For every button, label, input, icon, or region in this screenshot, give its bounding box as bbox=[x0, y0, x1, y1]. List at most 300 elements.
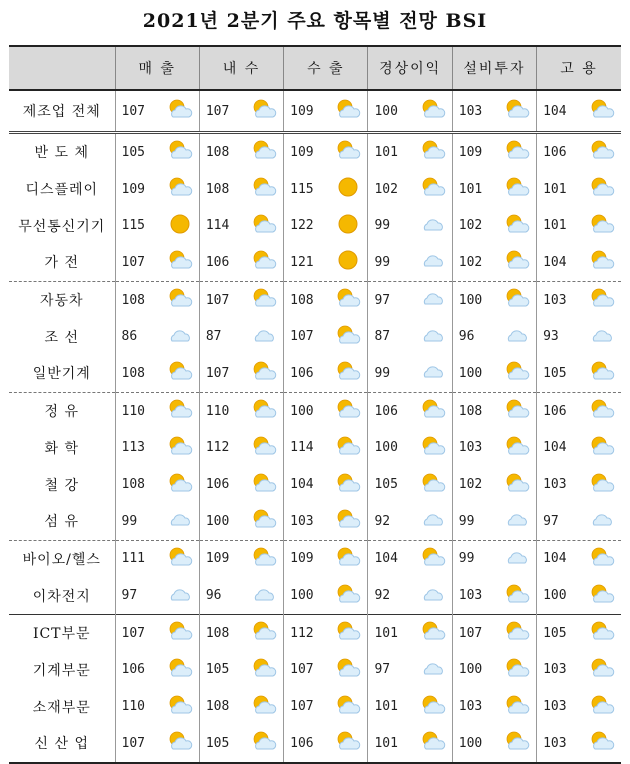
partly-sunny-icon bbox=[504, 398, 530, 424]
partly-sunny-icon bbox=[251, 398, 277, 424]
bsi-value: 109 bbox=[290, 144, 314, 160]
bsi-cell bbox=[452, 244, 536, 281]
bsi-cell bbox=[284, 466, 368, 503]
bsi-cell bbox=[537, 133, 621, 171]
cloudy-icon bbox=[420, 360, 446, 386]
partly-sunny-icon bbox=[251, 98, 277, 124]
bsi-cell bbox=[368, 503, 452, 540]
bsi-value: 100 bbox=[205, 513, 230, 529]
bsi-value: 107 bbox=[121, 254, 146, 270]
bsi-value: 86 bbox=[121, 329, 138, 345]
bsi-value: 115 bbox=[121, 218, 146, 234]
bsi-value: 106 bbox=[374, 403, 398, 419]
bsi-value: 107 bbox=[121, 625, 146, 641]
partly-sunny-icon bbox=[504, 287, 530, 313]
partly-sunny-icon bbox=[420, 730, 446, 756]
table-row bbox=[9, 540, 621, 577]
bsi-value: 115 bbox=[290, 181, 314, 197]
bsi-value: 103 bbox=[543, 477, 567, 493]
header-employment: 고 용 bbox=[537, 46, 621, 90]
partly-sunny-icon bbox=[335, 730, 361, 756]
cloudy-icon bbox=[504, 546, 530, 572]
cloudy-icon bbox=[420, 213, 446, 239]
bsi-cell bbox=[452, 466, 536, 503]
bsi-cell bbox=[537, 688, 621, 725]
bsi-cell bbox=[537, 207, 621, 244]
bsi-cell bbox=[452, 503, 536, 540]
bsi-value: 108 bbox=[205, 144, 230, 160]
partly-sunny-icon bbox=[504, 360, 530, 386]
bsi-value: 105 bbox=[205, 662, 230, 678]
table-row bbox=[9, 207, 621, 244]
partly-sunny-icon bbox=[167, 398, 193, 424]
partly-sunny-icon bbox=[335, 620, 361, 646]
table-row bbox=[9, 503, 621, 540]
row-label: 섬 유 bbox=[44, 514, 80, 531]
partly-sunny-icon bbox=[167, 176, 193, 202]
row-label: ICT부문 bbox=[9, 614, 115, 651]
bsi-cell bbox=[115, 430, 199, 467]
bsi-table bbox=[9, 45, 621, 764]
partly-sunny-icon bbox=[251, 139, 277, 165]
bsi-cell bbox=[537, 577, 621, 614]
bsi-value: 97 bbox=[543, 513, 559, 529]
table-row bbox=[9, 688, 621, 725]
row-label: 제조업 전체 bbox=[22, 104, 101, 120]
bsi-cell bbox=[115, 503, 199, 540]
bsi-value: 96 bbox=[458, 329, 475, 345]
bsi-cell bbox=[115, 133, 199, 171]
partly-sunny-icon bbox=[251, 249, 277, 275]
partly-sunny-icon bbox=[167, 139, 193, 165]
partly-sunny-icon bbox=[251, 472, 277, 498]
bsi-value: 92 bbox=[374, 588, 391, 604]
bsi-value: 103 bbox=[458, 103, 483, 119]
bsi-value: 103 bbox=[543, 662, 567, 678]
bsi-value: 97 bbox=[374, 662, 391, 678]
partly-sunny-icon bbox=[504, 213, 530, 239]
bsi-value: 106 bbox=[121, 662, 146, 678]
bsi-cell bbox=[284, 688, 368, 725]
bsi-value: 107 bbox=[290, 662, 314, 678]
partly-sunny-icon bbox=[420, 546, 446, 572]
bsi-value: 96 bbox=[205, 588, 222, 604]
bsi-value: 108 bbox=[205, 625, 230, 641]
partly-sunny-icon bbox=[589, 546, 615, 572]
row-label: 조 선 bbox=[44, 329, 80, 346]
bsi-value: 106 bbox=[205, 254, 230, 270]
cloudy-icon bbox=[251, 583, 277, 609]
bsi-cell bbox=[452, 355, 536, 392]
partly-sunny-icon bbox=[504, 472, 530, 498]
table-row bbox=[9, 577, 621, 614]
bsi-value: 100 bbox=[458, 292, 483, 308]
row-label: 화 학 bbox=[44, 440, 80, 457]
table-row bbox=[9, 430, 621, 467]
row-label: 신 산 업 bbox=[9, 725, 115, 763]
row-label: 이차전지 bbox=[32, 588, 91, 605]
partly-sunny-icon bbox=[335, 398, 361, 424]
partly-sunny-icon bbox=[335, 583, 361, 609]
bsi-cell bbox=[115, 244, 199, 281]
bsi-cell bbox=[115, 171, 199, 208]
bsi-cell bbox=[368, 725, 452, 763]
cloudy-icon bbox=[420, 657, 446, 683]
bsi-value: 101 bbox=[374, 735, 398, 751]
cloudy-icon bbox=[251, 324, 277, 350]
bsi-value: 103 bbox=[290, 513, 314, 529]
partly-sunny-icon bbox=[251, 508, 277, 534]
bsi-cell bbox=[284, 614, 368, 651]
partly-sunny-icon bbox=[504, 139, 530, 165]
bsi-value: 108 bbox=[121, 365, 146, 381]
bsi-cell bbox=[199, 652, 283, 689]
bsi-cell bbox=[199, 688, 283, 725]
partly-sunny-icon bbox=[167, 360, 193, 386]
bsi-value: 106 bbox=[290, 735, 314, 751]
bsi-cell bbox=[537, 466, 621, 503]
partly-sunny-icon bbox=[420, 694, 446, 720]
sunny-icon bbox=[167, 213, 193, 239]
bsi-cell bbox=[537, 614, 621, 651]
bsi-value: 108 bbox=[121, 292, 146, 308]
partly-sunny-icon bbox=[504, 620, 530, 646]
row-label: 디스플레이 bbox=[25, 182, 99, 199]
row-label: 소재부문 bbox=[32, 699, 91, 716]
row-label: 무선통신기기 bbox=[18, 218, 106, 235]
partly-sunny-icon bbox=[167, 287, 193, 313]
bsi-value: 99 bbox=[374, 365, 391, 381]
bsi-value: 104 bbox=[543, 103, 567, 119]
bsi-cell bbox=[452, 577, 536, 614]
table-body bbox=[9, 90, 621, 763]
bsi-cell bbox=[115, 281, 199, 318]
partly-sunny-icon bbox=[335, 324, 361, 350]
bsi-cell bbox=[199, 207, 283, 244]
table-row bbox=[9, 244, 621, 281]
partly-sunny-icon bbox=[335, 694, 361, 720]
bsi-value: 107 bbox=[205, 292, 230, 308]
partly-sunny-icon bbox=[251, 694, 277, 720]
bsi-cell bbox=[452, 318, 536, 355]
partly-sunny-icon bbox=[589, 98, 615, 124]
bsi-value: 99 bbox=[458, 513, 475, 529]
bsi-value: 108 bbox=[458, 403, 483, 419]
bsi-value: 100 bbox=[543, 588, 567, 604]
bsi-cell bbox=[199, 614, 283, 651]
row-label: 바이오/헬스 bbox=[9, 540, 115, 577]
bsi-cell bbox=[284, 430, 368, 467]
partly-sunny-icon bbox=[420, 620, 446, 646]
bsi-value: 103 bbox=[458, 440, 483, 456]
table-row bbox=[9, 725, 621, 763]
bsi-value: 106 bbox=[543, 403, 567, 419]
bsi-value: 114 bbox=[205, 218, 230, 234]
bsi-value: 100 bbox=[458, 735, 483, 751]
bsi-cell bbox=[115, 688, 199, 725]
bsi-value: 111 bbox=[121, 551, 146, 567]
bsi-value: 102 bbox=[458, 254, 483, 270]
bsi-value: 109 bbox=[458, 144, 483, 160]
partly-sunny-icon bbox=[589, 694, 615, 720]
bsi-cell bbox=[115, 540, 199, 577]
bsi-cell bbox=[115, 614, 199, 651]
partly-sunny-icon bbox=[167, 620, 193, 646]
row-label: 가 전 bbox=[44, 255, 80, 272]
bsi-cell bbox=[368, 614, 452, 651]
bsi-cell bbox=[537, 355, 621, 392]
bsi-value: 106 bbox=[290, 365, 314, 381]
bsi-value: 99 bbox=[458, 551, 475, 567]
partly-sunny-icon bbox=[420, 472, 446, 498]
bsi-cell bbox=[452, 652, 536, 689]
partly-sunny-icon bbox=[420, 139, 446, 165]
header-sales: 매 출 bbox=[115, 46, 199, 90]
cloudy-icon bbox=[504, 324, 530, 350]
bsi-value: 104 bbox=[543, 440, 567, 456]
bsi-value: 122 bbox=[290, 218, 314, 234]
partly-sunny-icon bbox=[589, 249, 615, 275]
partly-sunny-icon bbox=[504, 435, 530, 461]
cloudy-icon bbox=[504, 508, 530, 534]
bsi-value: 101 bbox=[374, 699, 398, 715]
partly-sunny-icon bbox=[167, 98, 193, 124]
bsi-cell bbox=[537, 540, 621, 577]
bsi-value: 105 bbox=[374, 477, 398, 493]
bsi-cell bbox=[368, 577, 452, 614]
row-label: 정 유 bbox=[9, 392, 115, 429]
bsi-value: 97 bbox=[374, 292, 391, 308]
bsi-value: 104 bbox=[374, 551, 398, 567]
bsi-cell bbox=[199, 540, 283, 577]
bsi-cell bbox=[199, 725, 283, 763]
bsi-cell bbox=[284, 355, 368, 392]
header-export: 수 출 bbox=[284, 46, 368, 90]
bsi-value: 97 bbox=[121, 588, 138, 604]
bsi-value: 100 bbox=[458, 365, 483, 381]
bsi-cell bbox=[284, 244, 368, 281]
bsi-cell bbox=[537, 281, 621, 318]
partly-sunny-icon bbox=[167, 657, 193, 683]
bsi-value: 109 bbox=[290, 551, 314, 567]
table-row bbox=[9, 392, 621, 429]
partly-sunny-icon bbox=[167, 435, 193, 461]
bsi-value: 105 bbox=[543, 625, 567, 641]
bsi-value: 108 bbox=[121, 477, 146, 493]
bsi-value: 100 bbox=[374, 103, 398, 119]
partly-sunny-icon bbox=[504, 98, 530, 124]
bsi-cell bbox=[199, 430, 283, 467]
bsi-value: 108 bbox=[205, 699, 230, 715]
partly-sunny-icon bbox=[167, 730, 193, 756]
bsi-cell bbox=[537, 244, 621, 281]
partly-sunny-icon bbox=[589, 435, 615, 461]
row-label: 일반기계 bbox=[32, 366, 91, 383]
bsi-cell bbox=[115, 392, 199, 429]
bsi-cell bbox=[452, 281, 536, 318]
bsi-cell bbox=[199, 355, 283, 392]
partly-sunny-icon bbox=[251, 730, 277, 756]
bsi-value: 99 bbox=[374, 254, 391, 270]
bsi-cell bbox=[199, 466, 283, 503]
header-domestic: 내 수 bbox=[199, 46, 283, 90]
cloudy-icon bbox=[420, 583, 446, 609]
bsi-cell bbox=[115, 355, 199, 392]
partly-sunny-icon bbox=[251, 360, 277, 386]
sunny-icon bbox=[335, 249, 361, 275]
cloudy-icon bbox=[167, 508, 193, 534]
page-title: 2021년 2분기 주요 항목별 전망 BSI bbox=[142, 10, 488, 32]
bsi-value: 87 bbox=[374, 329, 391, 345]
partly-sunny-icon bbox=[504, 657, 530, 683]
bsi-value: 107 bbox=[205, 103, 230, 119]
bsi-value: 104 bbox=[543, 254, 567, 270]
bsi-value: 100 bbox=[458, 662, 483, 678]
partly-sunny-icon bbox=[167, 249, 193, 275]
bsi-value: 106 bbox=[543, 144, 567, 160]
header-corner bbox=[9, 46, 115, 90]
bsi-cell bbox=[452, 90, 536, 133]
bsi-value: 100 bbox=[290, 588, 314, 604]
bsi-cell bbox=[284, 652, 368, 689]
bsi-cell bbox=[537, 392, 621, 429]
cloudy-icon bbox=[589, 508, 615, 534]
bsi-cell bbox=[368, 244, 452, 281]
bsi-value: 101 bbox=[543, 181, 567, 197]
bsi-value: 109 bbox=[290, 103, 314, 119]
partly-sunny-icon bbox=[167, 546, 193, 572]
bsi-value: 112 bbox=[205, 440, 230, 456]
partly-sunny-icon bbox=[167, 694, 193, 720]
bsi-value: 104 bbox=[290, 477, 314, 493]
bsi-value: 101 bbox=[458, 181, 483, 197]
partly-sunny-icon bbox=[251, 435, 277, 461]
bsi-cell bbox=[537, 725, 621, 763]
partly-sunny-icon bbox=[504, 249, 530, 275]
bsi-cell bbox=[115, 318, 199, 355]
bsi-value: 103 bbox=[543, 292, 567, 308]
table-row bbox=[9, 171, 621, 208]
bsi-cell bbox=[284, 577, 368, 614]
partly-sunny-icon bbox=[589, 360, 615, 386]
partly-sunny-icon bbox=[251, 620, 277, 646]
cloudy-icon bbox=[167, 583, 193, 609]
table-row bbox=[9, 281, 621, 318]
bsi-value: 105 bbox=[543, 365, 567, 381]
bsi-cell bbox=[368, 133, 452, 171]
bsi-cell bbox=[115, 207, 199, 244]
row-label: 철 강 bbox=[44, 477, 80, 494]
partly-sunny-icon bbox=[420, 98, 446, 124]
bsi-cell bbox=[452, 725, 536, 763]
bsi-cell bbox=[537, 90, 621, 133]
partly-sunny-icon bbox=[504, 583, 530, 609]
bsi-cell bbox=[199, 281, 283, 318]
bsi-value: 100 bbox=[290, 403, 314, 419]
row-label: 기계부문 bbox=[32, 662, 91, 679]
row-label: 자동차 bbox=[9, 281, 115, 318]
bsi-cell bbox=[452, 171, 536, 208]
bsi-value: 103 bbox=[458, 699, 483, 715]
sunny-icon bbox=[335, 176, 361, 202]
bsi-cell bbox=[368, 466, 452, 503]
bsi-cell bbox=[115, 466, 199, 503]
bsi-value: 110 bbox=[121, 403, 146, 419]
bsi-value: 93 bbox=[543, 329, 559, 345]
bsi-cell bbox=[368, 90, 452, 133]
bsi-value: 104 bbox=[543, 551, 567, 567]
bsi-cell bbox=[199, 577, 283, 614]
bsi-value: 101 bbox=[374, 625, 398, 641]
partly-sunny-icon bbox=[251, 287, 277, 313]
partly-sunny-icon bbox=[420, 176, 446, 202]
bsi-cell bbox=[284, 90, 368, 133]
bsi-cell bbox=[115, 577, 199, 614]
bsi-value: 107 bbox=[121, 103, 146, 119]
bsi-cell bbox=[199, 90, 283, 133]
bsi-cell bbox=[368, 207, 452, 244]
bsi-value: 112 bbox=[290, 625, 314, 641]
bsi-cell bbox=[452, 430, 536, 467]
partly-sunny-icon bbox=[589, 176, 615, 202]
bsi-value: 107 bbox=[290, 699, 314, 715]
bsi-value: 108 bbox=[205, 181, 230, 197]
bsi-cell bbox=[368, 688, 452, 725]
partly-sunny-icon bbox=[589, 730, 615, 756]
bsi-cell bbox=[284, 281, 368, 318]
bsi-value: 109 bbox=[121, 181, 146, 197]
partly-sunny-icon bbox=[589, 472, 615, 498]
bsi-value: 103 bbox=[543, 699, 567, 715]
partly-sunny-icon bbox=[251, 176, 277, 202]
partly-sunny-icon bbox=[589, 398, 615, 424]
bsi-cell bbox=[537, 652, 621, 689]
bsi-cell bbox=[452, 207, 536, 244]
bsi-cell bbox=[368, 392, 452, 429]
cloudy-icon bbox=[167, 324, 193, 350]
bsi-cell bbox=[284, 171, 368, 208]
bsi-cell bbox=[537, 503, 621, 540]
bsi-value: 99 bbox=[374, 218, 391, 234]
table-row-total bbox=[9, 90, 621, 133]
bsi-value: 105 bbox=[121, 144, 146, 160]
bsi-cell bbox=[368, 355, 452, 392]
partly-sunny-icon bbox=[589, 287, 615, 313]
bsi-value: 87 bbox=[205, 329, 222, 345]
bsi-value: 102 bbox=[458, 218, 483, 234]
partly-sunny-icon bbox=[589, 583, 615, 609]
bsi-cell bbox=[284, 318, 368, 355]
partly-sunny-icon bbox=[335, 287, 361, 313]
bsi-cell bbox=[368, 171, 452, 208]
bsi-value: 113 bbox=[121, 440, 146, 456]
bsi-cell bbox=[284, 207, 368, 244]
bsi-value: 107 bbox=[121, 735, 146, 751]
sunny-icon bbox=[335, 213, 361, 239]
bsi-cell bbox=[452, 688, 536, 725]
bsi-cell bbox=[368, 430, 452, 467]
partly-sunny-icon bbox=[335, 435, 361, 461]
bsi-value: 105 bbox=[205, 735, 230, 751]
partly-sunny-icon bbox=[589, 139, 615, 165]
bsi-value: 102 bbox=[374, 181, 398, 197]
row-label: 반 도 체 bbox=[9, 133, 115, 171]
partly-sunny-icon bbox=[335, 657, 361, 683]
bsi-cell bbox=[199, 133, 283, 171]
bsi-cell bbox=[115, 90, 199, 133]
partly-sunny-icon bbox=[420, 435, 446, 461]
partly-sunny-icon bbox=[335, 98, 361, 124]
